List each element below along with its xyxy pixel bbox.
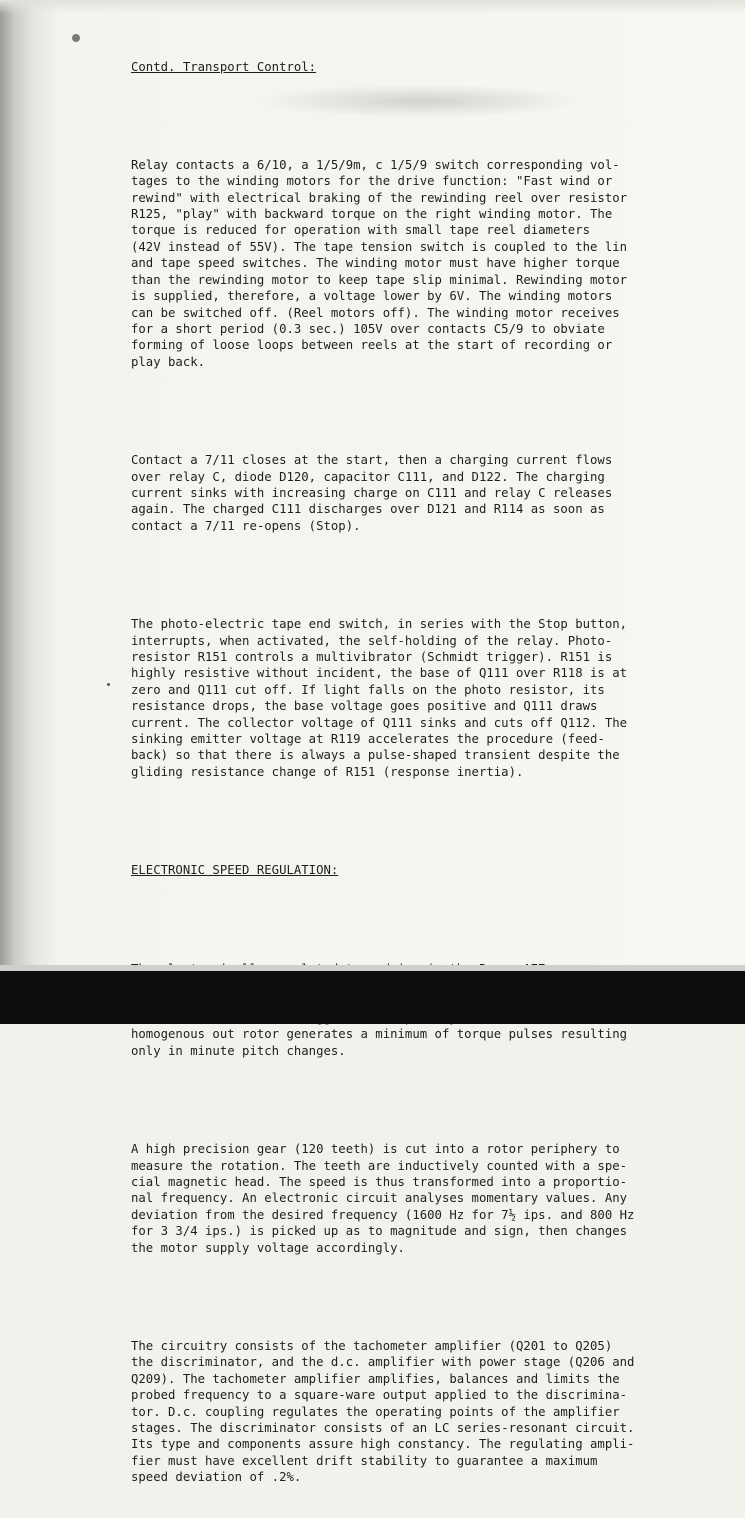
- paragraph-electronic-drive: homogenous out rotor generates a minimum of torque pulses resulting only in minute pitch changes.: [131, 1027, 628, 1058]
- document-body: [131, 26, 745, 1518]
- paragraph-tape-end-switch: The photo-electric tape end switch, in series with the Stop button, interrupts, when activated, the self-holding of the relay. Photo- resistor R151 controls a multivibrator (Schmidt trigger). R151 is highly resistive without incident, the base of Q111 over R118 is at zero and Q111 cut off. If light falls on the photo resistor, its resistance drops, the base voltage goes positive and Q111 draws current. The collector voltage of Q111 sinks and cuts off Q112. The sinking emitter voltage at R119 accelerates the procedure (feed- back) so that there is always a pulse-shaped transient despite the gliding resistance change of R151 (response inertia).: [131, 617, 628, 779]
- heading-speed-regulation: ELECTRONIC SPEED REGULATION:: [131, 863, 339, 878]
- paragraph-circuitry: The circuitry consists of the tachometer amplifier (Q201 to Q205) the discriminator, and the d.c. amplifier with power stage (Q206 and Q209). The tachometer amplifier amplifies, balances and limits the probed frequency to a square-ware output applied to the discrimina- tor. D.c. coupling regulates the operating points of the amplifier stages. The discriminator consists of an LC series-resonant circuit. Its type and components assure high constancy. The regulating ampli- fier must have excellent drift stability to guarantee a maximum speed deviation of .2%.: [131, 1339, 635, 1485]
- scan-bottom-border: [0, 965, 745, 1024]
- heading-transport-control: Contd. Transport Control:: [131, 59, 317, 74]
- dust-speck: [107, 683, 110, 686]
- punch-hole-mark: [72, 34, 80, 42]
- paragraph-contact-a711: Contact a 7/11 closes at the start, then a charging current flows over relay C, diode D120, capacitor C111, and D122. The charging current sinks with increasing charge on C111 and relay C releases again. The charged C111 discharges over D121 and R114 as soon as contact a 7/11 re-opens (Stop).: [131, 453, 613, 533]
- paragraph-precision-gear: A high precision gear (120 teeth) is cut into a rotor periphery to measure the rotation. The teeth are inductively counted with a spe- cial magnetic head. The speed is thus transformed into a proportio- nal frequency. An electronic circuit analyses momentary values. Any deviation from the desired frequency (1600 Hz for 7½ ips. and 800 Hz for 3 3/4 ips.) is picked up as to magnitude and sign, then changes the motor supply voltage accordingly.: [131, 1142, 635, 1255]
- paragraph-relay-contacts: Relay contacts a 6/10, a 1/5/9m, c 1/5/9 switch corresponding vol- tages to the winding motors for the drive function: "Fast wind or rewind" with electrical braking of the rewinding reel over resistor R125, "play" with backward torque on the right winding motor. The torque is reduced for operation with small tape reel diameters (42V instead of 55V). The tape tension switch is coupled to the lin and tape speed switches. The winding motor must have higher torque than the rewinding motor to keep tape slip minimal. Rewinding motor is supplied, therefore, a voltage lower by 6V. The winding motors can be switched off. (Reel motors off). The winding motor receives for a short period (0.3 sec.) 105V over contacts C5/9 to obviate forming of loose loops between reels at the start of recording or play back.: [131, 157, 628, 369]
